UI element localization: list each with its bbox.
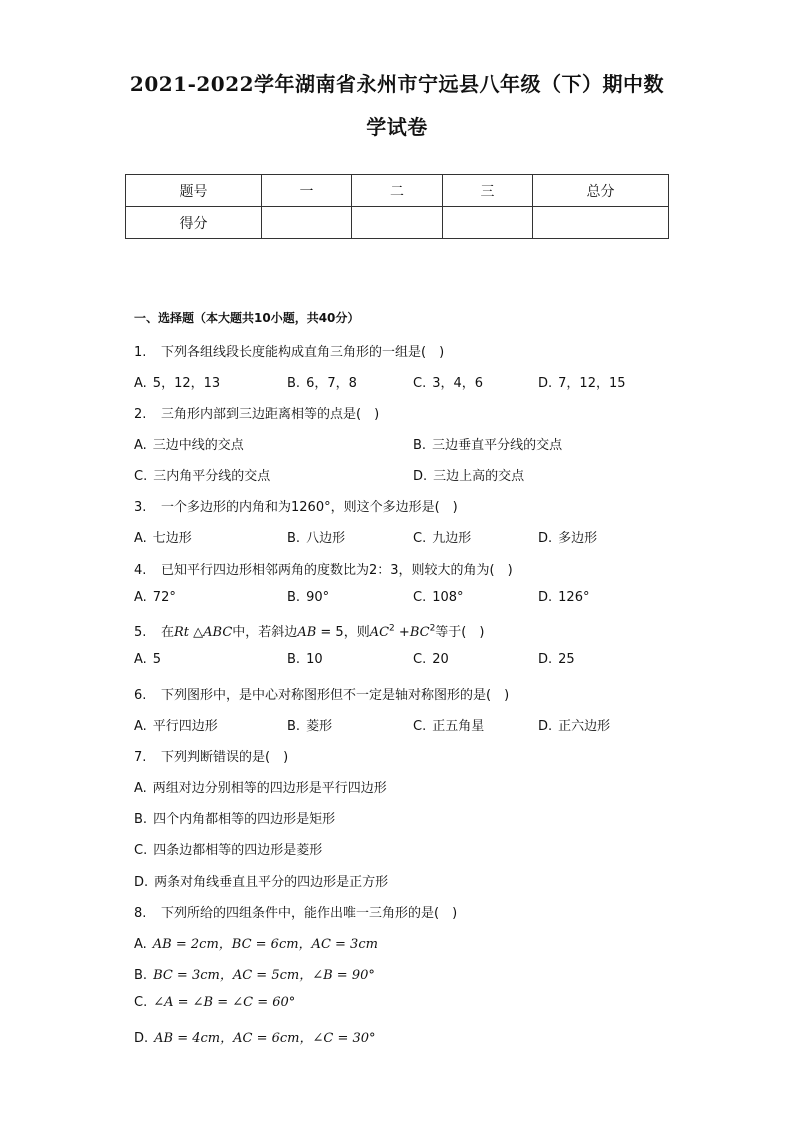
option-letter: D. [413,469,428,484]
option-a [134,527,192,546]
score-header-cell: 二 [352,175,443,207]
option-letter: A. [134,719,147,734]
option-text: 10 [306,652,323,667]
question-number: 3. [134,500,147,515]
option-text: 90° [306,590,330,605]
option-letter: C. [134,995,148,1010]
option-text: BC = 3cm，AC = 5cm，∠B = 90° [153,968,375,983]
option-text: 三内角平分线的交点 [153,469,271,484]
option-d [538,527,597,546]
question-number: 5. [134,625,147,640]
option-b [287,652,323,667]
option-letter: C. [134,843,148,858]
option-text: 7，12，15 [558,376,626,391]
option-letter: C. [413,531,427,546]
option-c [134,465,270,484]
option-c [134,839,322,858]
option-letter: A. [134,590,147,605]
question-text-part: = 5，则 [316,625,370,640]
question-text-part: 中，若斜边 [232,625,298,640]
option-text: 菱形 [306,719,333,734]
option-letter: B. [134,812,148,827]
option-c [134,995,295,1010]
section-heading: 一、选择题（本大题共10小题，共40分） [134,311,360,325]
option-text: 三边上高的交点 [433,469,525,484]
option-d [538,652,575,667]
math-var-ab: AB [297,625,317,640]
option-b [413,434,562,453]
option-c [413,590,464,605]
option-d [134,1027,376,1046]
option-a [134,777,387,796]
option-text: 20 [432,652,449,667]
option-letter: D. [538,531,553,546]
score-table-score-row [126,207,669,239]
question-2 [134,403,379,422]
option-letter: D. [538,652,553,667]
option-text: 四条边都相等的四边形是菱形 [153,843,323,858]
score-cell [443,207,533,239]
option-text: 6，7，8 [306,376,357,391]
option-text: 九边形 [432,531,472,546]
option-letter: A. [134,937,147,952]
option-text: 3，4，6 [432,376,484,391]
question-text: 已知平行四边形相邻两角的度数比为2：3，则较大的角为( ) [161,563,513,578]
option-text: 三边中线的交点 [152,438,244,453]
question-text: 下列图形中，是中心对称图形但不一定是轴对称图形的是( ) [161,688,510,703]
option-letter: A. [134,781,147,796]
option-text: 正五角星 [432,719,485,734]
option-letter: B. [287,531,301,546]
option-b [287,372,357,391]
page-title-line2: 学试卷 [366,115,428,139]
option-letter: C. [134,469,148,484]
option-c [413,372,483,391]
score-header-cell: 题号 [126,175,262,207]
option-letter: D. [538,590,553,605]
option-text: 八边形 [306,531,346,546]
score-table [125,174,669,239]
option-letter: C. [413,376,427,391]
option-letter: B. [134,968,148,983]
option-d [134,871,388,890]
option-d [413,465,524,484]
question-number: 4. [134,563,147,578]
option-letter: A. [134,531,147,546]
score-cell [262,207,352,239]
math-triangle-name: Rt △ABC [174,625,233,640]
question-text: 三角形内部到三边距离相等的点是( ) [161,407,380,422]
option-letter: D. [538,719,553,734]
exponent: 2 [429,623,436,634]
option-text: 5，12，13 [152,376,221,391]
option-a [134,933,378,952]
score-cell [533,207,669,239]
question-text-part: 等于( ) [435,625,485,640]
question-number: 7. [134,750,147,765]
option-c [413,527,471,546]
question-6 [134,684,509,703]
option-c [413,652,449,667]
question-text: 一个多边形的内角和为1260°，则这个多边形是( ) [161,500,458,515]
option-a [134,590,176,605]
option-a [134,372,220,391]
option-a [134,652,161,667]
score-header-cell: 总分 [533,175,669,207]
question-number: 1. [134,345,147,360]
option-letter: B. [413,438,427,453]
option-text: 正六边形 [558,719,611,734]
option-c [413,715,484,734]
option-letter: B. [287,719,301,734]
option-text: 5 [152,652,162,667]
option-letter: A. [134,652,147,667]
score-cell [352,207,443,239]
question-4 [134,559,513,578]
option-letter: B. [287,590,301,605]
question-text-part: + [394,625,410,640]
question-text: 下列所给的四组条件中，能作出唯一三角形的是( ) [161,906,458,921]
question-3 [134,496,458,515]
option-b [287,527,345,546]
math-var-bc: BC [409,625,430,640]
option-letter: C. [413,719,427,734]
option-text: ∠A = ∠B = ∠C = 60° [153,995,296,1010]
option-text: 两条对角线垂直且平分的四边形是正方形 [154,875,389,890]
option-text: 三边垂直平分线的交点 [432,438,563,453]
question-number: 2. [134,407,147,422]
question-text: 下列各组线段长度能构成直角三角形的一组是( ) [161,345,445,360]
score-header-cell: 一 [262,175,352,207]
option-d [538,715,610,734]
question-1 [134,341,444,360]
page-title-line1: 2021-2022学年湖南省永州市宁远县八年级（下）期中数 [129,72,665,96]
option-text: 七边形 [152,531,192,546]
option-b [287,715,332,734]
question-number: 6. [134,688,147,703]
option-text: 72° [152,590,176,605]
option-a [134,434,244,453]
option-letter: D. [538,376,553,391]
option-letter: A. [134,376,147,391]
question-5 [134,621,484,640]
score-header-cell: 三 [443,175,533,207]
score-table-header-row [126,175,669,207]
option-b [287,590,329,605]
score-row-label: 得分 [126,207,262,239]
option-text: 126° [558,590,590,605]
option-text: 108° [432,590,464,605]
option-d [538,590,589,605]
option-b [134,964,375,983]
option-letter: B. [287,652,301,667]
question-text: 下列判断错误的是( ) [161,750,289,765]
exponent: 2 [389,623,395,634]
question-text-part: 在 [161,625,175,640]
question-7 [134,746,288,765]
math-var-ac: AC [369,625,390,640]
question-number: 8. [134,906,147,921]
option-a [134,715,218,734]
option-text: 四个内角都相等的四边形是矩形 [153,812,336,827]
question-8 [134,902,457,921]
option-text: 多边形 [558,531,598,546]
option-text: AB = 4cm，AC = 6cm，∠C = 30° [154,1031,376,1046]
option-text: AB = 2cm，BC = 6cm，AC = 3cm [152,937,378,952]
option-text: 平行四边形 [152,719,218,734]
option-letter: B. [287,376,301,391]
option-text: 两组对边分别相等的四边形是平行四边形 [152,781,387,796]
option-letter: D. [134,875,149,890]
option-letter: C. [413,590,427,605]
option-b [134,808,335,827]
option-letter: C. [413,652,427,667]
option-letter: D. [134,1031,149,1046]
option-d [538,372,626,391]
option-text: 25 [558,652,575,667]
option-letter: A. [134,438,147,453]
